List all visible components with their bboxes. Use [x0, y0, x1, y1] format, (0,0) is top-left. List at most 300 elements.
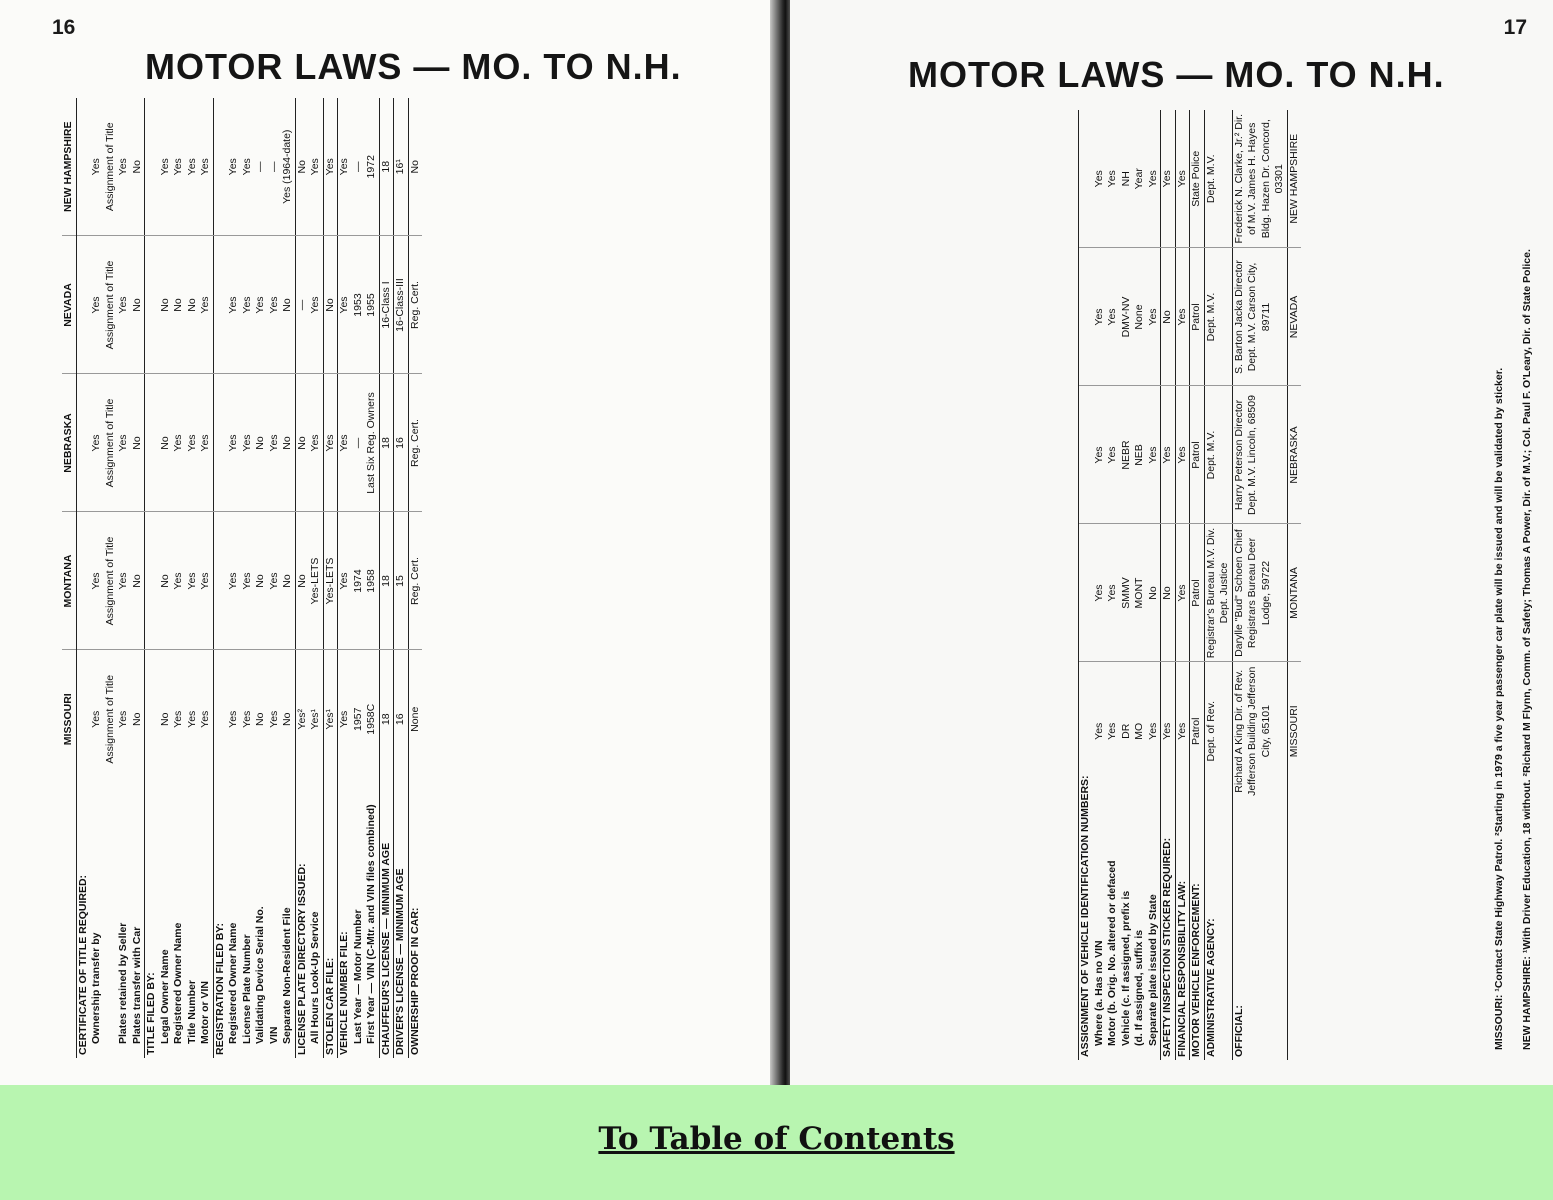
table-cell	[241, 236, 255, 374]
table-cell	[172, 236, 186, 374]
cell-value: No	[158, 298, 171, 312]
row-label: All Hours Look-Up Service	[309, 911, 321, 1044]
row-label: OWNERSHIP PROOF IN CAR:	[408, 788, 422, 1058]
table-cell	[90, 98, 117, 236]
cell-value: 1955	[365, 293, 377, 317]
cell-value: Yes	[1106, 446, 1118, 464]
cell-value: Yes	[267, 434, 280, 452]
cell-value: Richard A King Dir. of Rev. Jefferson Building Jefferson City, 65101	[1232, 666, 1272, 796]
cell-value: Yes-LETS	[323, 557, 336, 605]
cell-value: Yes	[267, 296, 280, 314]
row-label: STOLEN CAR FILE:	[323, 788, 338, 1058]
table-cell	[213, 650, 227, 788]
cell-value: SMMV	[1119, 577, 1132, 609]
row-label: LICENSE PLATE DIRECTORY ISSUED:	[295, 788, 309, 1058]
table-cell	[295, 512, 309, 650]
row-label: Registered Owner Name	[172, 922, 184, 1044]
table-cell	[159, 98, 173, 236]
row-label: SAFETY INSPECTION STICKER REQUIRED:	[1161, 800, 1176, 1060]
table-cell	[131, 236, 145, 374]
table-row	[213, 98, 227, 1058]
table-row	[1204, 110, 1232, 1060]
cell-value: Yes	[1175, 446, 1188, 464]
cell-value: None	[1133, 304, 1145, 330]
table-cell	[1147, 386, 1161, 524]
table-cell	[1175, 110, 1190, 248]
column-header: NEW HAMPSHIRE	[62, 98, 76, 236]
row-label	[1287, 800, 1301, 1060]
table-cell	[295, 236, 309, 374]
table-cell	[281, 98, 295, 236]
row-label: TITLE FILED BY:	[145, 788, 159, 1058]
row-label: ASSIGNMENT OF VEHICLE IDENTIFICATION NUMBERS:	[1079, 800, 1093, 1060]
table-cell	[281, 236, 295, 374]
table-cell	[352, 512, 366, 650]
cell-value: Yes	[323, 434, 336, 452]
cell-value: Yes	[240, 710, 253, 728]
table-row	[295, 98, 309, 1058]
cell-value: Yes	[240, 296, 253, 314]
table-cell	[145, 512, 159, 650]
cell-value: 16-Class I	[379, 281, 392, 329]
row-label: Legal Owner Name	[158, 949, 171, 1044]
table-cell	[227, 650, 241, 788]
table-cell	[268, 650, 282, 788]
row-label: DRIVER'S LICENSE — MINIMUM AGE	[394, 788, 409, 1058]
table-cell	[90, 650, 117, 788]
table-cell	[295, 374, 309, 512]
table-cell	[1147, 248, 1161, 386]
cell-value: No	[281, 574, 293, 588]
cell-value: —	[351, 437, 364, 449]
table-cell	[1232, 386, 1287, 524]
table-cell	[241, 98, 255, 236]
table-cell	[268, 374, 282, 512]
row-label: Plates transfer with Car	[130, 926, 143, 1044]
table-cell	[145, 650, 159, 788]
table-cell	[1079, 524, 1093, 662]
table-cell	[117, 98, 131, 236]
cell-value: Yes	[117, 296, 129, 314]
table-of-contents-link[interactable]: To Table of Contents	[598, 1121, 955, 1157]
table-cell	[76, 512, 90, 650]
cell-value: Yes	[117, 572, 129, 590]
table-cell	[338, 512, 352, 650]
cell-value: No	[281, 712, 293, 726]
table-cell	[254, 374, 268, 512]
row-label: REGISTRATION FILED BY:	[213, 788, 227, 1058]
right-table-wrapper	[1078, 110, 1498, 1060]
cell-value: 18	[379, 437, 392, 449]
footnote-new-hampshire: NEW HAMPSHIRE: ¹With Driver Education, 18 without. ²Richard M Flynn, Comm. of Safety; Thomas A Power, Dir. of M.V.; Col. Paul F. O'Leary, Dir. of State Police.	[1521, 249, 1533, 1050]
cell-value: No	[254, 574, 266, 588]
table-row	[1147, 110, 1161, 1060]
cell-value: None	[408, 706, 421, 732]
cell-value: 16	[394, 437, 406, 449]
table-row	[199, 98, 213, 1058]
table-cell	[199, 650, 213, 788]
table-cell	[145, 374, 159, 512]
cell-value: No	[408, 160, 421, 174]
table-cell	[394, 236, 409, 374]
cell-value: 16-Class-III	[394, 278, 406, 332]
table-row	[76, 98, 90, 1058]
table-cell	[172, 512, 186, 650]
table-cell	[1106, 524, 1120, 662]
motor-laws-table-left	[62, 98, 422, 1058]
table-cell	[159, 374, 173, 512]
column-header: NEVADA	[62, 236, 76, 374]
cell-value: No	[130, 160, 143, 174]
cell-value: Patrol	[1190, 579, 1202, 607]
cell-value: Yes	[199, 158, 211, 176]
table-cell	[379, 236, 394, 374]
table-row	[117, 98, 131, 1058]
table-row	[379, 98, 394, 1058]
table-row	[1079, 110, 1093, 1060]
table-cell	[172, 650, 186, 788]
table-cell	[379, 374, 394, 512]
table-row	[1133, 110, 1147, 1060]
table-row	[281, 98, 295, 1058]
table-cell	[1190, 386, 1205, 524]
table-cell	[309, 650, 323, 788]
table-cell	[76, 98, 90, 236]
table-cell	[1232, 524, 1287, 662]
table-cell	[145, 98, 159, 236]
cell-value: No	[130, 574, 143, 588]
cell-value: Yes	[254, 296, 266, 314]
table-row	[338, 98, 352, 1058]
page-number-left: 16	[52, 16, 76, 39]
cell-value: Yes (1964-date)	[281, 129, 293, 204]
cell-value: 1958C	[365, 703, 377, 735]
table-cell	[338, 98, 352, 236]
table-cell	[1133, 110, 1147, 248]
cell-value: Yes	[199, 296, 211, 314]
table-cell	[309, 98, 323, 236]
cell-value: Yes	[1161, 170, 1173, 188]
cell-value: Yes	[338, 434, 350, 452]
cell-value: Dept. M.V.	[1204, 154, 1217, 204]
cell-value: Assignment of Title	[103, 398, 116, 488]
table-cell	[408, 650, 422, 788]
table-cell	[338, 374, 352, 512]
table-cell	[365, 650, 379, 788]
cell-value: NEBRASKA	[1287, 426, 1300, 484]
table-cell	[1093, 524, 1107, 662]
table-cell	[1147, 110, 1161, 248]
table-cell	[394, 374, 409, 512]
cell-value: Darylle "Bud" Schoen Chief Registrars Bureau Deer Lodge, 59722	[1232, 529, 1272, 657]
cell-value: Yes	[1175, 584, 1188, 602]
table-cell	[1120, 248, 1134, 386]
cell-value: MONT	[1133, 577, 1145, 609]
table-cell	[323, 512, 338, 650]
cell-value: 1953	[351, 293, 364, 317]
table-cell	[76, 236, 90, 374]
right-page	[790, 0, 1553, 1085]
cell-value: Yes	[1175, 722, 1188, 740]
table-cell	[213, 98, 227, 236]
table-row	[131, 98, 145, 1058]
cell-prefix: Yes	[90, 296, 102, 314]
table-cell	[131, 650, 145, 788]
cell-value: Yes	[338, 158, 350, 176]
cell-value: Reg. Cert.	[408, 281, 421, 329]
table-cell	[172, 374, 186, 512]
table-cell	[186, 374, 200, 512]
row-label: VIN	[267, 1026, 280, 1044]
table-cell	[76, 374, 90, 512]
table-cell	[172, 98, 186, 236]
table-cell	[1093, 248, 1107, 386]
table-cell	[408, 512, 422, 650]
cell-value: No	[172, 298, 184, 312]
cell-value: Registrar's Bureau M.V. Div. Dept. Justice	[1204, 527, 1230, 659]
cell-value: Yes	[240, 158, 253, 176]
row-label: MOTOR VEHICLE ENFORCEMENT:	[1190, 800, 1205, 1060]
page-title-left: MOTOR LAWS — MO. TO N.H.	[145, 46, 682, 87]
cell-value: Yes	[117, 434, 129, 452]
cell-value: Yes	[323, 158, 336, 176]
table-row	[186, 98, 200, 1058]
cell-value: State Police	[1190, 150, 1202, 207]
table-cell	[241, 374, 255, 512]
cell-value: Yes	[1146, 308, 1159, 326]
table-cell	[1133, 662, 1147, 800]
table-cell	[213, 236, 227, 374]
table-row	[227, 98, 241, 1058]
table-cell	[365, 98, 379, 236]
table-row	[1190, 110, 1205, 1060]
table-cell	[309, 236, 323, 374]
cell-value: Assignment of Title	[103, 122, 116, 212]
column-header: MONTANA	[62, 512, 76, 650]
row-label: Separate plate issued by State	[1146, 894, 1159, 1046]
table-cell	[323, 374, 338, 512]
cell-value: No	[130, 298, 143, 312]
table-cell	[365, 236, 379, 374]
table-cell	[379, 650, 394, 788]
table-cell	[241, 650, 255, 788]
table-header-row	[62, 98, 76, 1058]
table-row	[408, 98, 422, 1058]
page-number-right: 17	[1503, 16, 1527, 39]
table-cell	[1204, 662, 1232, 800]
cell-value: Assignment of Title	[103, 260, 116, 350]
cell-value: Yes	[185, 434, 198, 452]
table-cell	[1120, 386, 1134, 524]
table-row	[352, 98, 366, 1058]
column-header: NEBRASKA	[62, 374, 76, 512]
cell-value: MO	[1133, 722, 1145, 740]
cell-value: Yes	[1146, 446, 1159, 464]
table-cell	[1287, 662, 1301, 800]
table-cell	[1232, 110, 1287, 248]
cell-value: Yes	[1161, 722, 1173, 740]
table-cell	[1147, 524, 1161, 662]
cell-prefix: Yes	[90, 434, 102, 452]
table-cell	[1204, 110, 1232, 248]
cell-value: S. Barton Jacka Director Dept. M.V. Carson City, 89711	[1232, 260, 1272, 374]
table-cell	[117, 374, 131, 512]
table-cell	[408, 374, 422, 512]
table-cell	[241, 512, 255, 650]
cell-value: Yes	[309, 296, 321, 314]
table-cell	[1106, 386, 1120, 524]
cell-value: Dept. of Rev.	[1204, 701, 1217, 762]
table-cell	[1190, 524, 1205, 662]
cell-value: MISSOURI	[1287, 705, 1300, 758]
cell-value: Yes	[158, 158, 171, 176]
table-row	[172, 98, 186, 1058]
cell-value: Reg. Cert.	[408, 557, 421, 605]
table-cell	[323, 98, 338, 236]
table-cell	[227, 98, 241, 236]
cell-value: —	[351, 161, 364, 172]
cell-value: Yes	[199, 710, 211, 728]
table-cell	[394, 650, 409, 788]
table-row	[323, 98, 338, 1058]
table-cell	[1093, 110, 1107, 248]
table-cell	[338, 650, 352, 788]
table-cell	[159, 512, 173, 650]
row-label: First Year — VIN (C-Mtr. and VIN files combined)	[365, 804, 377, 1044]
table-row	[1106, 110, 1120, 1060]
row-label: Motor (b. Orig. No. altered or defaced	[1106, 860, 1118, 1046]
table-cell	[1093, 662, 1107, 800]
table-cell	[90, 512, 117, 650]
motor-laws-table-right	[1078, 110, 1301, 1060]
row-label: Validating Device Serial No.	[254, 906, 266, 1044]
row-label: Where (a. Has no VIN	[1092, 940, 1105, 1046]
table-cell	[1175, 524, 1190, 662]
cell-value: DMV-NV	[1119, 296, 1132, 338]
cell-value: Yes	[227, 434, 239, 452]
cell-value: No	[1161, 310, 1173, 324]
table-cell	[213, 512, 227, 650]
cell-value: Yes	[1175, 308, 1188, 326]
footnote-missouri: MISSOURI: ¹Contact State Highway Patrol. ²Starting in 1979 a five year passenger car plate will be issued and will be validated by sticker.	[1493, 367, 1505, 1050]
table-cell	[199, 98, 213, 236]
table-cell	[1079, 110, 1093, 248]
table-cell	[199, 374, 213, 512]
table-cell	[1287, 386, 1301, 524]
cell-value: Yes	[338, 572, 350, 590]
table-cell	[131, 374, 145, 512]
table-row	[145, 98, 159, 1058]
table-cell	[1133, 248, 1147, 386]
table-cell	[199, 236, 213, 374]
cell-value: No	[1146, 586, 1159, 600]
cell-value: Yes	[227, 710, 239, 728]
cell-value: No	[130, 712, 143, 726]
cell-value: Yes	[172, 572, 184, 590]
cell-value: Yes	[185, 158, 198, 176]
cell-value: Yes¹	[309, 708, 321, 730]
table-row	[1287, 110, 1301, 1060]
cell-value: Dept. M.V.	[1204, 430, 1217, 480]
table-cell	[117, 650, 131, 788]
toc-banner	[0, 1085, 1553, 1200]
cell-value: Yes	[185, 572, 198, 590]
table-cell	[1147, 662, 1161, 800]
cell-value: Frederick N. Clarke, Jr.² Dir. of M.V. James H. Hayes Bldg. Hazen Dr. Concord, 03301	[1232, 113, 1285, 244]
page-title-right: MOTOR LAWS — MO. TO N.H.	[908, 54, 1445, 95]
cell-value: 15	[394, 575, 406, 587]
column-header: MISSOURI	[62, 650, 76, 788]
cell-value: Yes	[117, 710, 129, 728]
cell-value: —	[295, 299, 308, 311]
table-row	[159, 98, 173, 1058]
table-cell	[254, 512, 268, 650]
table-cell	[1133, 386, 1147, 524]
cell-value: Assignment of Title	[103, 674, 116, 764]
cell-value: No	[323, 298, 336, 312]
cell-value: Yes-LETS	[309, 557, 321, 605]
cell-value: NEB	[1133, 444, 1145, 466]
table-cell	[1106, 248, 1120, 386]
table-cell	[268, 512, 282, 650]
cell-value: Yes	[1106, 722, 1118, 740]
cell-value: Yes	[1146, 170, 1159, 188]
cell-value: Yes	[227, 296, 239, 314]
cell-value: NH	[1119, 171, 1132, 187]
table-cell	[1079, 248, 1093, 386]
cell-value: Patrol	[1190, 303, 1202, 331]
table-row	[1175, 110, 1190, 1060]
table-cell	[227, 374, 241, 512]
table-cell	[1175, 248, 1190, 386]
table-cell	[186, 98, 200, 236]
table-cell	[365, 512, 379, 650]
cell-value: Year	[1133, 168, 1145, 190]
cell-value: Patrol	[1190, 441, 1202, 469]
table-cell	[394, 98, 409, 236]
table-row	[309, 98, 323, 1058]
table-row	[394, 98, 409, 1058]
cell-value: Assignment of Title	[103, 536, 116, 626]
row-label: Separate Non-Resident File	[281, 907, 293, 1044]
table-cell	[1175, 662, 1190, 800]
cell-value: Yes	[240, 572, 253, 590]
cell-value: Yes	[1092, 584, 1105, 602]
table-cell	[1287, 248, 1301, 386]
table-cell	[1161, 662, 1176, 800]
cell-value: No	[158, 712, 171, 726]
row-label: (d. If assigned, suffix is	[1133, 929, 1145, 1046]
table-cell	[159, 236, 173, 374]
cell-value: 18	[379, 713, 392, 726]
table-cell	[1161, 248, 1176, 386]
cell-value: Yes	[338, 710, 350, 728]
table-cell	[323, 650, 338, 788]
cell-value: No	[281, 298, 293, 312]
cell-value: Yes	[309, 434, 321, 452]
row-label: Plates retained by Seller	[117, 922, 129, 1044]
table-cell	[338, 236, 352, 374]
table-row	[1161, 110, 1176, 1060]
table-cell	[281, 512, 295, 650]
cell-value: NEW HAMPSHIRE	[1287, 133, 1300, 224]
cell-value: No	[158, 436, 171, 450]
row-label: Registered Owner Name	[227, 922, 239, 1044]
table-cell	[117, 236, 131, 374]
cell-value: Yes	[240, 434, 253, 452]
table-cell	[145, 236, 159, 374]
cell-value: Yes	[199, 434, 211, 452]
